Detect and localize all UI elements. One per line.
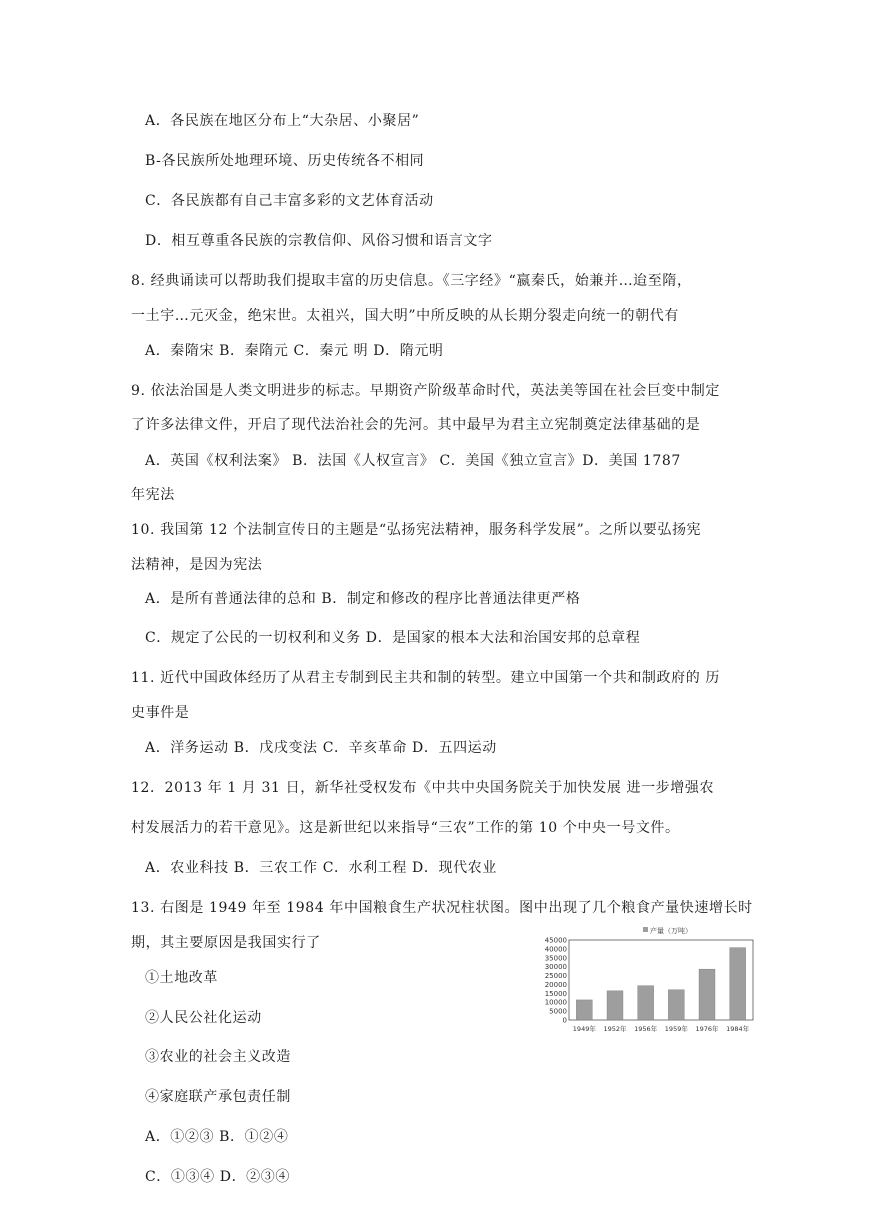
q11-stem-line2: 史事件是: [131, 705, 190, 721]
q13-item-4: ④家庭联产承包责任制: [145, 1089, 291, 1105]
q13-options-ab: A．①②③ B．①②④: [145, 1129, 289, 1145]
chart-x-tick-label: 1959年: [664, 1025, 688, 1033]
q8-stem-line1: 8. 经典诵读可以帮助我们提取丰富的历史信息。《三字经》“嬴秦氏，始兼并…迨至隋，: [131, 273, 692, 289]
q13-item-2: ②人民公社化运动: [145, 1010, 262, 1026]
q10-stem-line1: 10. 我国第 12 个法制宣传日的主题是“弘扬宪法精神，服务科学发展”。之所以要弘扬宪: [131, 522, 702, 538]
q9-options-wrap: 年宪法: [131, 487, 175, 503]
chart-y-tick-label: 35000: [544, 954, 567, 963]
q12-options: A．农业科技 B．三农工作 C．水利工程 D．现代农业: [145, 860, 497, 876]
chart-y-tick-label: 10000: [544, 998, 567, 1007]
grain-output-chart: [525, 922, 760, 1040]
chart-y-tick-label: 15000: [544, 989, 567, 998]
q11-stem-line1: 11. 近代中国政体经历了从君主专制到民主共和制的转型。建立中国第一个共和制政府的 历: [131, 670, 720, 686]
q10-stem-line2: 法精神，是因为宪法: [131, 557, 263, 573]
q7-option-b: B-各民族所处地理环境、历史传统各不相同: [145, 153, 425, 169]
chart-bar: [607, 991, 623, 1020]
q10-options-ab: A．是所有普通法律的总和 B．制定和修改的程序比普通法律更严格: [145, 591, 581, 607]
chart-frame: [569, 940, 753, 1020]
q13-item-1: ①土地改革: [145, 970, 218, 986]
q12-stem-line2: 村发展活力的若干意见》。这是新世纪以来指导“三农”工作的第 10 个中央一号文件。: [131, 820, 680, 836]
chart-bar: [638, 986, 654, 1020]
chart-x-tick-label: 1949年: [572, 1025, 596, 1033]
q13-options-cd: C．①③④ D．②③④: [145, 1169, 290, 1185]
q10-options-cd: C．规定了公民的一切权利和义务 D．是国家的根本大法和治国安邦的总章程: [145, 630, 641, 646]
chart-bar: [668, 990, 684, 1020]
q7-option-d: D．相互尊重各民族的宗教信仰、风俗习惯和语言文字: [145, 233, 493, 249]
chart-y-tick-label: 25000: [544, 972, 567, 981]
chart-y-tick-label: 30000: [544, 963, 567, 972]
chart-x-tick-label: 1956年: [634, 1025, 658, 1033]
chart-x-tick-label: 1984年: [726, 1025, 750, 1033]
q7-option-c: C．各民族都有自己丰富多彩的文艺体育活动: [145, 193, 434, 209]
q9-stem-line2: 了许多法律文件，开启了现代法治社会的先河。其中最早为君主立宪制奠定法律基础的是: [131, 417, 701, 433]
chart-x-tick-label: 1952年: [603, 1025, 627, 1033]
grain-output-chart-svg: [525, 922, 760, 1040]
chart-legend-label: 产量（万吨）: [650, 927, 692, 935]
q11-options: A．洋务运动 B．戊戌变法 C．辛亥革命 D．五四运动: [145, 740, 497, 756]
chart-y-tick-label: 0: [562, 1016, 567, 1025]
q13-item-3: ③农业的社会主义改造: [145, 1049, 291, 1065]
q8-stem-line2: 一土宇…元灭金，绝宋世。太祖兴，国大明”中所反映的从长期分裂走向统一的朝代有: [131, 308, 679, 324]
chart-y-tick-label: 20000: [544, 980, 567, 989]
q13-stem-line2: 期，其主要原因是我国实行了: [131, 935, 321, 951]
q7-option-a: A．各民族在地区分布上“大杂居、小聚居”: [145, 113, 420, 129]
chart-bar: [576, 1000, 592, 1020]
chart-y-tick-label: 5000: [549, 1007, 567, 1016]
chart-y-tick-label: 40000: [544, 945, 567, 954]
chart-bar: [699, 969, 715, 1020]
q9-options: A．英国《权利法案》 B．法国《人权宣言》 C．美国《独立宣言》D．美国 1787: [145, 453, 681, 469]
q13-stem-line1: 13. 右图是 1949 年至 1984 年中国粮食生产状况柱状图。图中出现了几个粮食产量快速增长时: [131, 900, 753, 916]
chart-legend-swatch: [643, 927, 648, 932]
chart-y-tick-label: 45000: [544, 936, 567, 945]
chart-x-tick-label: 1976年: [695, 1025, 719, 1033]
chart-bar: [730, 948, 746, 1020]
q12-stem-line1: 12．2013 年 1 月 31 日，新华社受权发布《中共中央国务院关于加快发展 进一步增强农: [131, 780, 715, 796]
q8-options: A．秦隋宋 B．秦隋元 C．秦元 明 D．隋元明: [145, 343, 444, 359]
q9-stem-line1: 9. 依法治国是人类文明进步的标志。早期资产阶级革命时代，英法美等国在社会巨变中制定: [131, 383, 721, 399]
